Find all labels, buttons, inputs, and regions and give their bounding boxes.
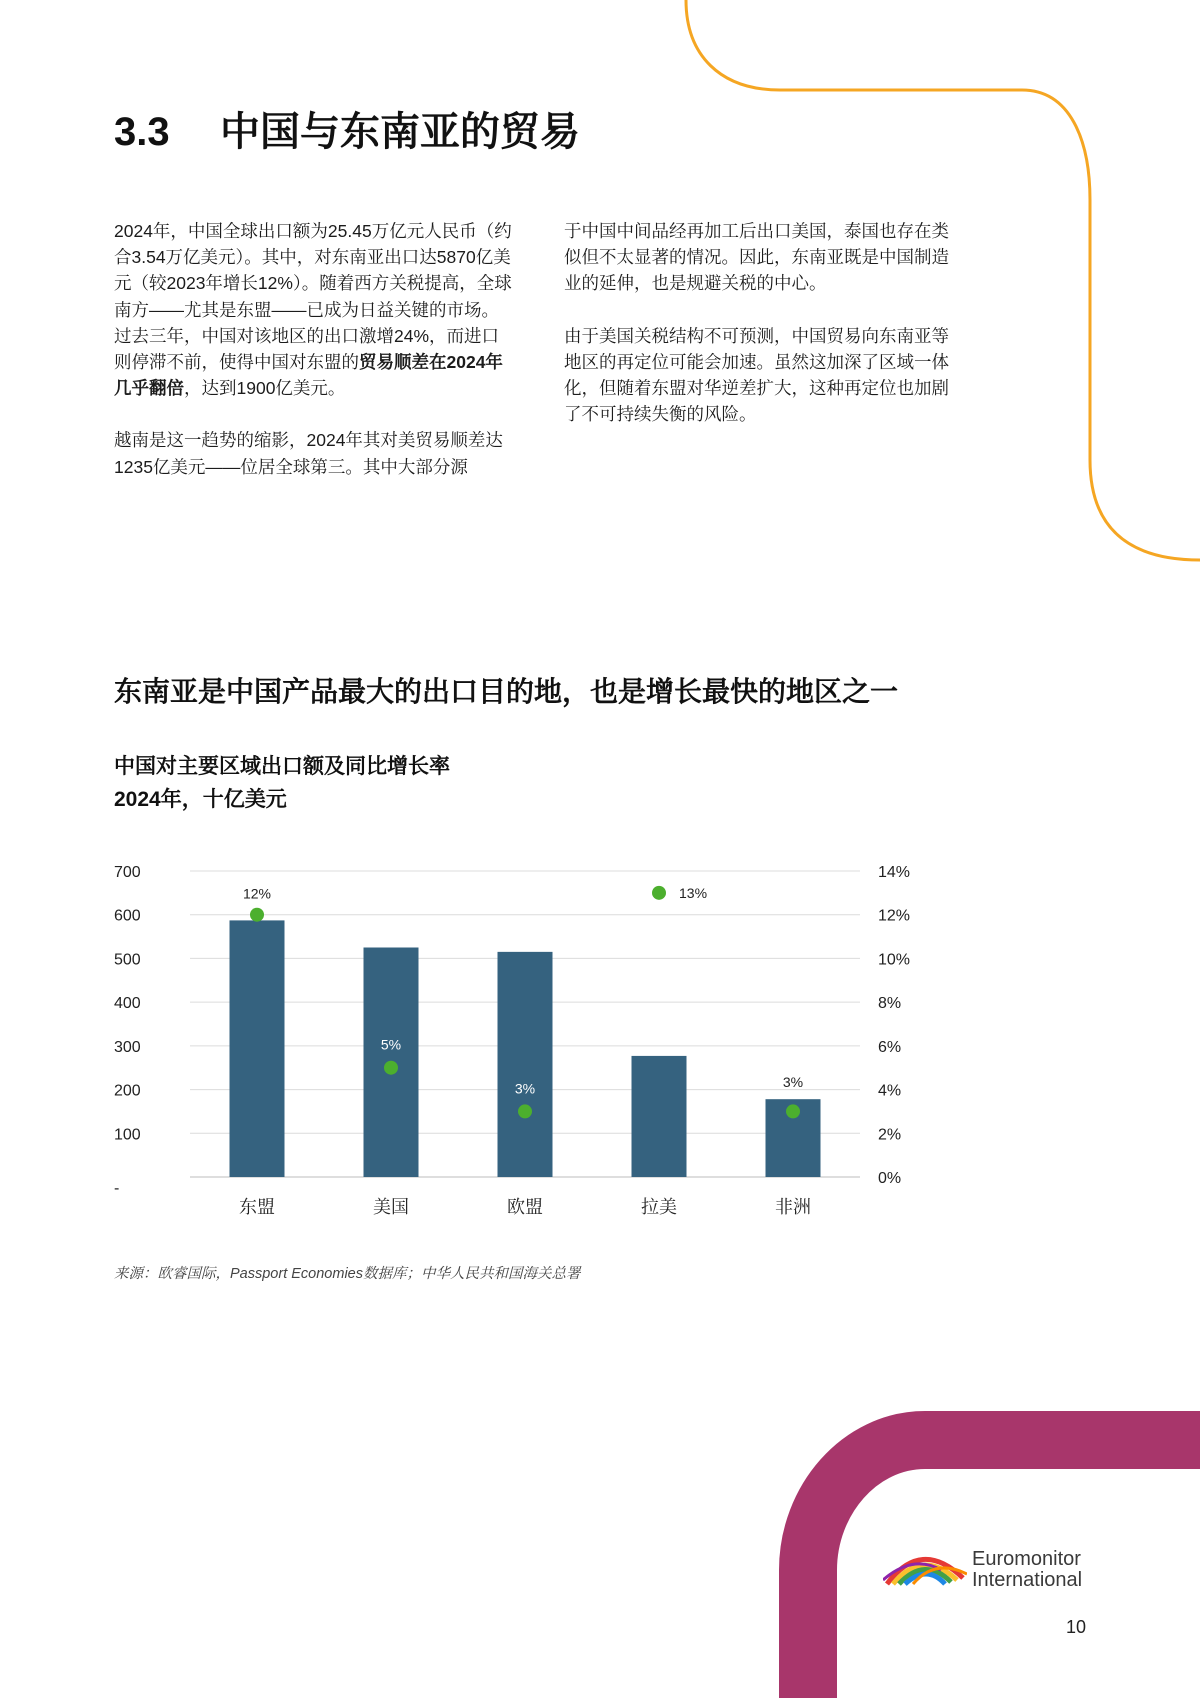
chart-title-line: 中国对主要区域出口额及同比增长率 <box>114 755 450 778</box>
y-left-tick-label: 200 <box>114 1082 141 1100</box>
y-left-tick-label: 600 <box>114 907 141 925</box>
y-right-tick-label: 12% <box>878 907 911 925</box>
paragraph: 由于美国关税结构不可预测，中国贸易向东南亚等地区的再定位可能会加速。虽然这加深了区域一体化，但随着东盟对华逆差扩大，这种再定位也加剧了不可持续失衡的风险。 <box>564 325 949 425</box>
growth-rate-point <box>250 908 264 922</box>
y-right-tick-label: 14% <box>878 864 911 881</box>
source-note: 来源：欧睿国际，Passport Economies数据库；中华人民共和国海关总署 <box>114 1266 581 1282</box>
y-left-tick-label: 500 <box>114 951 141 969</box>
y-left-tick-label: - <box>114 1180 120 1197</box>
x-tick-label: 非洲 <box>775 1197 811 1217</box>
y-left-tick-label: 700 <box>114 864 141 881</box>
chart-subtitle: 2024年，十亿美元 <box>114 788 287 811</box>
growth-rate-point <box>518 1104 532 1118</box>
paragraph: 于中国中间品经再加工后出口美国，泰国也存在类似但不太显著的情况。因此，东南亚既是中国制造业的延伸，也是规避关税的中心。 <box>564 221 949 294</box>
y-left-tick-label: 100 <box>114 1126 141 1144</box>
growth-rate-label: 12% <box>242 885 272 902</box>
logo-wordmark <box>972 1549 1082 1591</box>
paragraph: 越南是这一趋势的缩影，2024年其对美贸易顺差达1235亿美元——位居全球第三。其中大部分源 <box>114 430 503 477</box>
y-right-tick-label: 8% <box>878 995 902 1013</box>
growth-rate-label: 13% <box>679 884 708 901</box>
y-right-tick-label: 10% <box>878 951 911 969</box>
logo-text-line: Euromonitor <box>972 1548 1081 1570</box>
growth-rate-point <box>384 1061 398 1075</box>
bar <box>230 920 285 1177</box>
euromonitor-logo-icon <box>883 1544 967 1588</box>
y-right-tick-label: 6% <box>878 1038 902 1056</box>
y-left-tick-label: 300 <box>114 1038 141 1056</box>
y-right-tick-label: 0% <box>878 1170 902 1187</box>
x-tick-label: 拉美 <box>641 1197 677 1217</box>
y-right-tick-label: 4% <box>878 1082 902 1100</box>
paragraph-text: ，达到1900亿美元。 <box>184 378 346 399</box>
paragraph-text: 2024年，中国全球出口额为25.45万亿元人民币（约合3.54万亿美元）。其中，对东南亚出口达5870亿美元（较2023年增长12%）。随着西方关税提高，全球南方——尤其是东盟——已成为日益关键的市场。过去三年，中国对该地区的出口激增24%，而进口则停滞不前，使得中国对东盟的 <box>114 221 512 373</box>
chart-heading: 东南亚是中国产品最大的出口目的地，也是增长最快的地区之一 <box>114 676 899 707</box>
section-number: 3.3 <box>114 110 170 154</box>
y-right-tick-label: 2% <box>878 1126 902 1144</box>
bar <box>498 952 553 1177</box>
growth-rate-point <box>652 886 666 900</box>
x-tick-label: 欧盟 <box>507 1197 543 1217</box>
page-number: 10 <box>1066 1617 1087 1637</box>
growth-rate-point <box>786 1104 800 1118</box>
growth-rate-label: 3% <box>782 1074 804 1091</box>
growth-rate-label: 5% <box>380 1036 402 1053</box>
y-left-tick-label: 400 <box>114 995 141 1013</box>
bar <box>632 1056 687 1177</box>
logo-text-line: International <box>972 1569 1083 1591</box>
x-tick-label: 东盟 <box>239 1197 275 1217</box>
x-tick-label: 美国 <box>373 1197 409 1217</box>
paragraph-emphasis: 贸易顺差在2024年几乎翻倍 <box>114 352 503 399</box>
section-heading: 中国与东南亚的贸易 <box>220 110 580 154</box>
growth-rate-label: 3% <box>514 1080 536 1097</box>
